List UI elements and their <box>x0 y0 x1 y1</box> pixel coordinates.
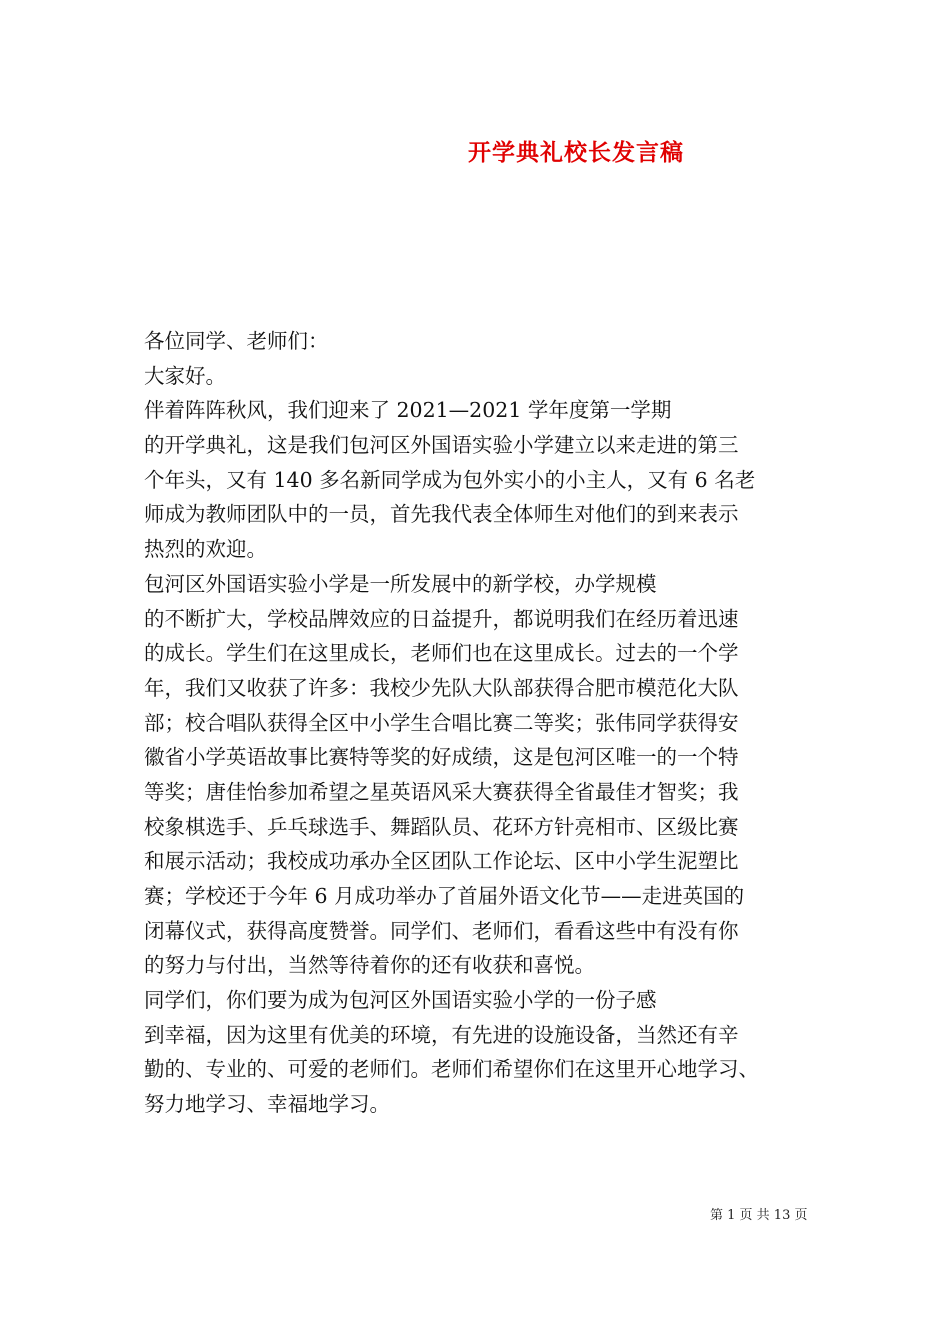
body-line: 校象棋选手、乒乓球选手、舞蹈队员、花环方针亮相市、区级比赛 <box>144 814 739 839</box>
body-line: 徽省小学英语故事比赛特等奖的好成绩，这是包河区唯一的一个特 <box>144 745 739 770</box>
body-line: 等奖；唐佳怡参加希望之星英语风采大赛获得全省最佳才智奖；我 <box>144 779 739 804</box>
body-line: 勤的、专业的、可爱的老师们。老师们希望你们在这里开心地学习、 <box>144 1057 759 1082</box>
body-line: 到幸福，因为这里有优美的环境，有先进的设施设备，当然还有辛 <box>144 1022 739 1047</box>
body-line: 师成为教师团队中的一员，首先我代表全体师生对他们的到来表示 <box>144 502 739 527</box>
document-title: 开学典礼校长发言稿 <box>468 139 684 166</box>
body-line: 和展示活动；我校成功承办全区团队工作论坛、区中小学生泥塑比 <box>144 849 739 874</box>
body-line: 伴着阵阵秋风，我们迎来了 2021—2021 学年度第一学期 <box>144 398 672 423</box>
body-line: 各位同学、老师们： <box>144 329 329 353</box>
body-line: 闭幕仪式，获得高度赞誉。同学们、老师们，看看这些中有没有你 <box>144 918 739 943</box>
body-line: 的努力与付出，当然等待着你的还有收获和喜悦。 <box>144 953 595 978</box>
body-line: 的开学典礼，这是我们包河区外国语实验小学建立以来走进的第三 <box>144 433 739 458</box>
body-line: 赛；学校还于今年 6 月成功举办了首届外语文化节——走进英国的 <box>144 884 745 908</box>
body-line: 热烈的欢迎。 <box>144 537 267 562</box>
body-line: 的不断扩大，学校品牌效应的日益提升，都说明我们在经历着迅速 <box>144 606 739 631</box>
body-line: 的成长。学生们在这里成长，老师们也在这里成长。过去的一个学 <box>144 641 739 666</box>
page-number: 第 1 页 共 13 页 <box>710 1208 808 1223</box>
body-line: 努力地学习、幸福地学习。 <box>144 1092 390 1117</box>
body-line: 部；校合唱队获得全区中小学生合唱比赛二等奖；张伟同学获得安 <box>144 710 739 735</box>
body-line: 同学们，你们要为成为包河区外国语实验小学的一份子感 <box>144 988 657 1013</box>
body-line: 年，我们又收获了许多：我校少先队大队部获得合肥市模范化大队 <box>144 675 739 700</box>
document-body <box>144 324 824 1122</box>
body-line: 个年头，又有 140 多名新同学成为包外实小的小主人，又有 6 名老 <box>144 467 756 492</box>
body-line: 大家好。 <box>144 363 226 388</box>
body-line: 包河区外国语实验小学是一所发展中的新学校，办学规模 <box>144 571 657 596</box>
